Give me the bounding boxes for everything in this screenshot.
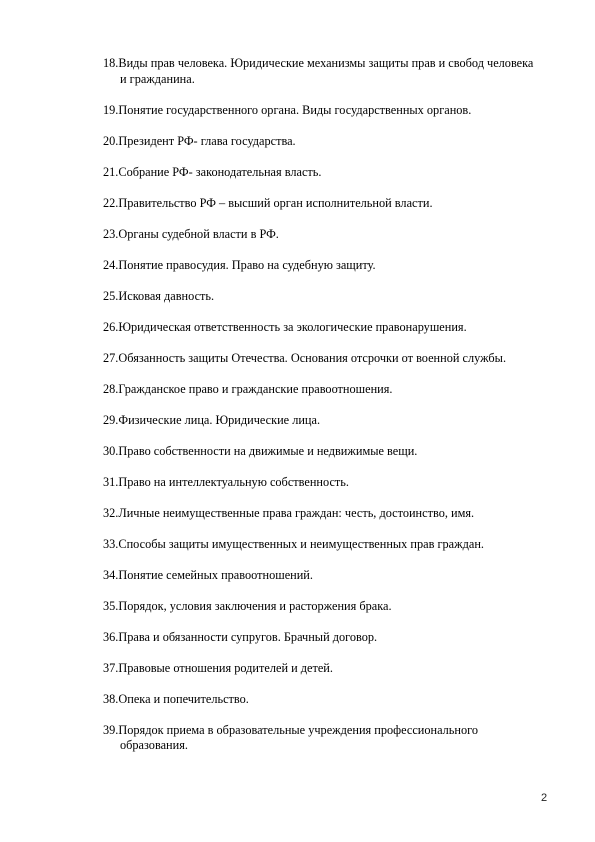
question-list <box>103 56 543 769</box>
list-item: 20.Президент РФ- глава государства. <box>103 133 296 148</box>
list-item: 28.Гражданское право и гражданские правоотношения. <box>103 381 393 396</box>
list-item: 31.Право на интеллектуальную собственность. <box>103 474 349 489</box>
list-item: 38.Опека и попечительство. <box>103 691 249 706</box>
page-number: 2 <box>541 792 548 804</box>
list-item: 39.Порядок приема в образовательные учреждения профессионального образования. <box>103 722 479 752</box>
list-item: 18.Виды прав человека. Юридические механизмы защиты прав и свобод человека и гражданина. <box>103 56 534 86</box>
list-item: 29.Физические лица. Юридические лица. <box>103 412 321 427</box>
list-item: 21.Собрание РФ- законодательная власть. <box>103 164 322 179</box>
list-item: 30.Право собственности на движимые и недвижимые вещи. <box>103 443 418 458</box>
list-item: 32.Личные неимущественные права граждан: честь, достоинство, имя. <box>103 505 475 520</box>
list-item: 26.Юридическая ответственность за экологические правонарушения. <box>103 319 467 334</box>
list-item: 36.Права и обязанности супругов. Брачный договор. <box>103 629 378 644</box>
list-item: 33.Способы защиты имущественных и неимущественных прав граждан. <box>103 536 484 551</box>
list-item: 35.Порядок, условия заключения и расторжения брака. <box>103 598 392 613</box>
list-item: 34.Понятие семейных правоотношений. <box>103 567 313 582</box>
list-item: 24.Понятие правосудия. Право на судебную защиту. <box>103 257 376 272</box>
list-item: 23.Органы судебной власти в РФ. <box>103 226 279 241</box>
list-item: 25.Исковая давность. <box>103 288 215 303</box>
list-item: 37.Правовые отношения родителей и детей. <box>103 660 333 675</box>
list-item: 22.Правительство РФ – высший орган исполнительной власти. <box>103 195 433 210</box>
list-item: 19.Понятие государственного органа. Виды государственных органов. <box>103 102 472 117</box>
list-item: 27.Обязанность защиты Отечества. Основания отсрочки от военной службы. <box>103 350 507 365</box>
